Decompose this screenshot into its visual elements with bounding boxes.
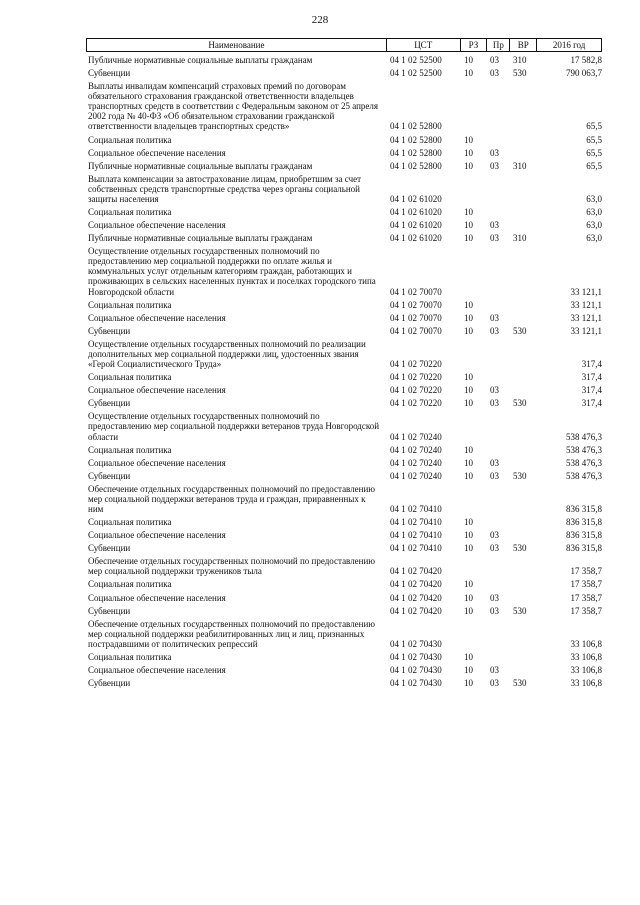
row-rz: 10 xyxy=(464,530,473,541)
row-pr: 03 xyxy=(490,664,499,675)
row-cst: 04 1 02 70240 xyxy=(390,444,442,455)
row-pr: 03 xyxy=(490,592,499,603)
row-cst: 04 1 02 70070 xyxy=(390,325,442,336)
table-row xyxy=(88,161,602,171)
table-row xyxy=(88,81,602,131)
row-name: Осуществление отдельных государственных полномочий по реализации дополнительных мер социальной поддержки лиц, удостоенных звания «Герой Социалистического Труда» xyxy=(88,338,366,370)
row-pr: 03 xyxy=(490,68,499,79)
row-cst: 04 1 02 52800 xyxy=(390,160,442,171)
row-name: Субвенции xyxy=(88,543,131,554)
row-rz: 10 xyxy=(464,398,473,409)
row-sum: 33 121,1 xyxy=(570,299,602,310)
row-sum: 63,0 xyxy=(586,193,602,204)
row-name: Публичные нормативные социальные выплаты гражданам xyxy=(88,55,313,65)
row-rz: 10 xyxy=(464,68,473,79)
table-row xyxy=(88,606,602,616)
table-row xyxy=(88,652,602,662)
row-name: Социальная политика xyxy=(88,579,172,590)
table-row xyxy=(88,411,602,441)
row-name: Социальное обеспечение населения xyxy=(88,385,226,396)
row-rz: 10 xyxy=(464,457,473,468)
row-cst: 04 1 02 70240 xyxy=(390,457,442,468)
table-row xyxy=(88,326,602,336)
row-rz: 10 xyxy=(464,233,473,244)
table-row xyxy=(88,471,602,481)
row-sum: 790 063,7 xyxy=(566,68,602,79)
header-sum: 2016 год xyxy=(552,39,586,50)
row-pr: 03 xyxy=(490,457,499,468)
row-sum: 17 582,8 xyxy=(570,55,602,65)
table-row xyxy=(88,313,602,323)
table-row xyxy=(88,339,602,369)
row-name: Социальная политика xyxy=(88,372,172,383)
row-name: Социальная политика xyxy=(88,134,172,145)
row-cst: 04 1 02 52500 xyxy=(390,68,442,79)
row-pr: 03 xyxy=(490,147,499,158)
row-pr: 03 xyxy=(490,605,499,616)
row-cst: 04 1 02 70220 xyxy=(390,372,442,383)
row-rz: 10 xyxy=(464,543,473,554)
row-cst: 04 1 02 70430 xyxy=(390,638,442,649)
row-sum: 317,4 xyxy=(581,359,602,370)
row-vr: 530 xyxy=(513,470,527,481)
row-sum: 63,0 xyxy=(586,220,602,231)
table-row xyxy=(88,619,602,649)
row-name: Социальное обеспечение населения xyxy=(88,220,226,231)
row-cst: 04 1 02 70420 xyxy=(390,579,442,590)
table-row xyxy=(88,484,602,514)
row-cst: 04 1 02 70240 xyxy=(390,470,442,481)
row-name: Социальное обеспечение населения xyxy=(88,312,226,323)
row-vr: 310 xyxy=(513,233,527,244)
row-name: Субвенции xyxy=(88,325,131,336)
row-name: Осуществление отдельных государственных полномочий по предоставлению мер социальной поддержки по оплате жилья и коммунальных услуг отдельным категориям граждан, работающих и проживающих в сельских населенных пунктах и поселках городского типа Новгородской области xyxy=(88,246,376,297)
row-sum: 65,5 xyxy=(586,147,602,158)
row-name: Социальная политика xyxy=(88,299,172,310)
row-name: Публичные нормативные социальные выплаты гражданам xyxy=(88,233,313,244)
row-rz: 10 xyxy=(464,517,473,528)
row-cst: 04 1 02 70240 xyxy=(390,431,442,442)
row-cst: 04 1 02 70410 xyxy=(390,503,442,514)
row-pr: 03 xyxy=(490,470,499,481)
row-name: Социальное обеспечение населения xyxy=(88,457,226,468)
row-cst: 04 1 02 70070 xyxy=(390,299,442,310)
row-name: Субвенции xyxy=(88,68,131,79)
row-vr: 310 xyxy=(513,55,527,65)
table-row xyxy=(88,207,602,217)
table-row xyxy=(88,398,602,408)
row-pr: 03 xyxy=(490,678,499,689)
row-cst: 04 1 02 70420 xyxy=(390,605,442,616)
row-pr: 03 xyxy=(490,385,499,396)
row-rz: 10 xyxy=(464,579,473,590)
row-sum: 33 106,8 xyxy=(570,664,602,675)
table-row xyxy=(88,579,602,589)
row-name: Субвенции xyxy=(88,398,131,409)
row-cst: 04 1 02 70220 xyxy=(390,359,442,370)
row-sum: 538 476,3 xyxy=(566,431,602,442)
row-name: Выплаты инвалидам компенсаций страховых премий по договорам обязательного страхования гражданской ответственности владельцев транспортных средств в соответствии с Федеральным законом от 25 апреля 2002 года № 40-ФЗ «Об обязательном страховании гражданской ответственности владельцев транспортных средств» xyxy=(88,81,379,132)
row-sum: 836 315,8 xyxy=(566,517,602,528)
row-rz: 10 xyxy=(464,312,473,323)
row-sum: 836 315,8 xyxy=(566,503,602,514)
row-name: Субвенции xyxy=(88,605,131,616)
row-cst: 04 1 02 70220 xyxy=(390,398,442,409)
row-cst: 04 1 02 52500 xyxy=(390,55,442,65)
row-sum: 33 106,8 xyxy=(570,638,602,649)
row-pr: 03 xyxy=(490,398,499,409)
table-row xyxy=(88,148,602,158)
row-rz: 10 xyxy=(464,147,473,158)
row-name: Социальная политика xyxy=(88,517,172,528)
row-vr: 530 xyxy=(513,678,527,689)
row-name: Социальная политика xyxy=(88,207,172,218)
table-row xyxy=(88,174,602,204)
row-cst: 04 1 02 70410 xyxy=(390,517,442,528)
page-number: 228 xyxy=(311,14,329,26)
row-pr: 03 xyxy=(490,530,499,541)
table-row xyxy=(88,372,602,382)
row-sum: 17 358,7 xyxy=(570,566,602,577)
row-sum: 538 476,3 xyxy=(566,457,602,468)
header-rz: РЗ xyxy=(461,39,488,51)
row-sum: 33 121,1 xyxy=(570,312,602,323)
table-header xyxy=(86,38,602,52)
table-row xyxy=(88,385,602,395)
row-rz: 10 xyxy=(464,55,473,65)
row-name: Обеспечение отдельных государственных полномочий по предоставлению мер социальной поддержки реабилитированных лиц и лиц, признанных пострадавшими от политических репрессий xyxy=(88,618,376,649)
row-name: Социальное обеспечение населения xyxy=(88,592,226,603)
row-cst: 04 1 02 70430 xyxy=(390,651,442,662)
row-rz: 10 xyxy=(464,207,473,218)
row-cst: 04 1 02 70410 xyxy=(390,530,442,541)
row-sum: 17 358,7 xyxy=(570,579,602,590)
row-name: Социальное обеспечение населения xyxy=(88,147,226,158)
row-cst: 04 1 02 70410 xyxy=(390,543,442,554)
row-rz: 10 xyxy=(464,325,473,336)
table-row xyxy=(88,678,602,688)
row-sum: 17 358,7 xyxy=(570,605,602,616)
row-cst: 04 1 02 70070 xyxy=(390,286,442,297)
row-pr: 03 xyxy=(490,220,499,231)
row-name: Осуществление отдельных государственных полномочий по предоставлению мер социальной поддержки ветеранов труда Новгородской области xyxy=(88,411,380,442)
row-sum: 33 106,8 xyxy=(570,678,602,689)
row-sum: 65,5 xyxy=(586,134,602,145)
table-row xyxy=(88,530,602,540)
table-row xyxy=(88,665,602,675)
table-row xyxy=(88,517,602,527)
row-rz: 10 xyxy=(464,444,473,455)
row-sum: 836 315,8 xyxy=(566,530,602,541)
row-name: Публичные нормативные социальные выплаты гражданам xyxy=(88,160,313,171)
row-sum: 836 315,8 xyxy=(566,543,602,554)
row-vr: 310 xyxy=(513,160,527,171)
row-sum: 63,0 xyxy=(586,233,602,244)
table-row xyxy=(88,246,602,296)
table-row xyxy=(88,556,602,576)
row-vr: 530 xyxy=(513,68,527,79)
row-name: Социальная политика xyxy=(88,444,172,455)
row-rz: 10 xyxy=(464,299,473,310)
row-sum: 317,4 xyxy=(581,398,602,409)
row-cst: 04 1 02 61020 xyxy=(390,233,442,244)
row-sum: 63,0 xyxy=(586,207,602,218)
header-name: Наименование xyxy=(87,39,387,51)
row-cst: 04 1 02 61020 xyxy=(390,193,442,204)
row-rz: 10 xyxy=(464,678,473,689)
row-cst: 04 1 02 61020 xyxy=(390,207,442,218)
row-sum: 317,4 xyxy=(581,372,602,383)
row-pr: 03 xyxy=(490,55,499,65)
row-sum: 65,5 xyxy=(586,121,602,132)
row-cst: 04 1 02 52800 xyxy=(390,121,442,132)
row-rz: 10 xyxy=(464,134,473,145)
row-sum: 65,5 xyxy=(586,160,602,171)
row-cst: 04 1 02 70430 xyxy=(390,664,442,675)
table-row xyxy=(88,135,602,145)
row-cst: 04 1 02 70420 xyxy=(390,592,442,603)
row-sum: 538 476,3 xyxy=(566,444,602,455)
row-sum: 33 106,8 xyxy=(570,651,602,662)
row-cst: 04 1 02 70220 xyxy=(390,385,442,396)
row-rz: 10 xyxy=(464,651,473,662)
row-vr: 530 xyxy=(513,605,527,616)
row-sum: 33 121,1 xyxy=(570,325,602,336)
table-row xyxy=(88,55,602,65)
row-rz: 10 xyxy=(464,385,473,396)
row-vr: 530 xyxy=(513,543,527,554)
table-row xyxy=(88,543,602,553)
table-row xyxy=(88,593,602,603)
header-cst: ЦСТ xyxy=(387,39,461,51)
row-name: Субвенции xyxy=(88,678,131,689)
row-pr: 03 xyxy=(490,312,499,323)
row-name: Социальное обеспечение населения xyxy=(88,664,226,675)
row-name: Выплата компенсации за автострахование лицам, приобретшим за счет собственных средств транспортные средства через органы социальной защиты населения xyxy=(88,173,362,204)
row-rz: 10 xyxy=(464,592,473,603)
row-rz: 10 xyxy=(464,664,473,675)
row-cst: 04 1 02 70420 xyxy=(390,566,442,577)
row-cst: 04 1 02 61020 xyxy=(390,220,442,231)
row-sum: 538 476,3 xyxy=(566,470,602,481)
row-rz: 10 xyxy=(464,605,473,616)
table-row xyxy=(88,220,602,230)
row-cst: 04 1 02 70070 xyxy=(390,312,442,323)
row-name: Субвенции xyxy=(88,470,131,481)
row-pr: 03 xyxy=(490,233,499,244)
row-rz: 10 xyxy=(464,470,473,481)
row-cst: 04 1 02 52800 xyxy=(390,134,442,145)
table-row xyxy=(88,445,602,455)
header-pr: Пр xyxy=(487,39,510,51)
row-sum: 317,4 xyxy=(581,385,602,396)
row-rz: 10 xyxy=(464,160,473,171)
row-pr: 03 xyxy=(490,325,499,336)
row-sum: 17 358,7 xyxy=(570,592,602,603)
row-name: Обеспечение отдельных государственных полномочий по предоставлению мер социальной поддержки ветеранов труда и граждан, приравненных к ним xyxy=(88,483,376,514)
row-sum: 33 121,1 xyxy=(570,286,602,297)
header-vr: ВР xyxy=(510,39,537,51)
row-pr: 03 xyxy=(490,160,499,171)
row-name: Социальное обеспечение населения xyxy=(88,530,226,541)
table-row xyxy=(88,68,602,78)
row-rz: 10 xyxy=(464,220,473,231)
table-row xyxy=(88,300,602,310)
row-name: Обеспечение отдельных государственных полномочий по предоставлению мер социальной поддержки тружеников тыла xyxy=(88,556,376,577)
row-pr: 03 xyxy=(490,543,499,554)
row-cst: 04 1 02 52800 xyxy=(390,147,442,158)
row-vr: 530 xyxy=(513,398,527,409)
table-body xyxy=(88,55,602,691)
row-rz: 10 xyxy=(464,372,473,383)
table-row xyxy=(88,458,602,468)
row-vr: 530 xyxy=(513,325,527,336)
row-cst: 04 1 02 70430 xyxy=(390,678,442,689)
table-row xyxy=(88,233,602,243)
row-name: Социальная политика xyxy=(88,651,172,662)
